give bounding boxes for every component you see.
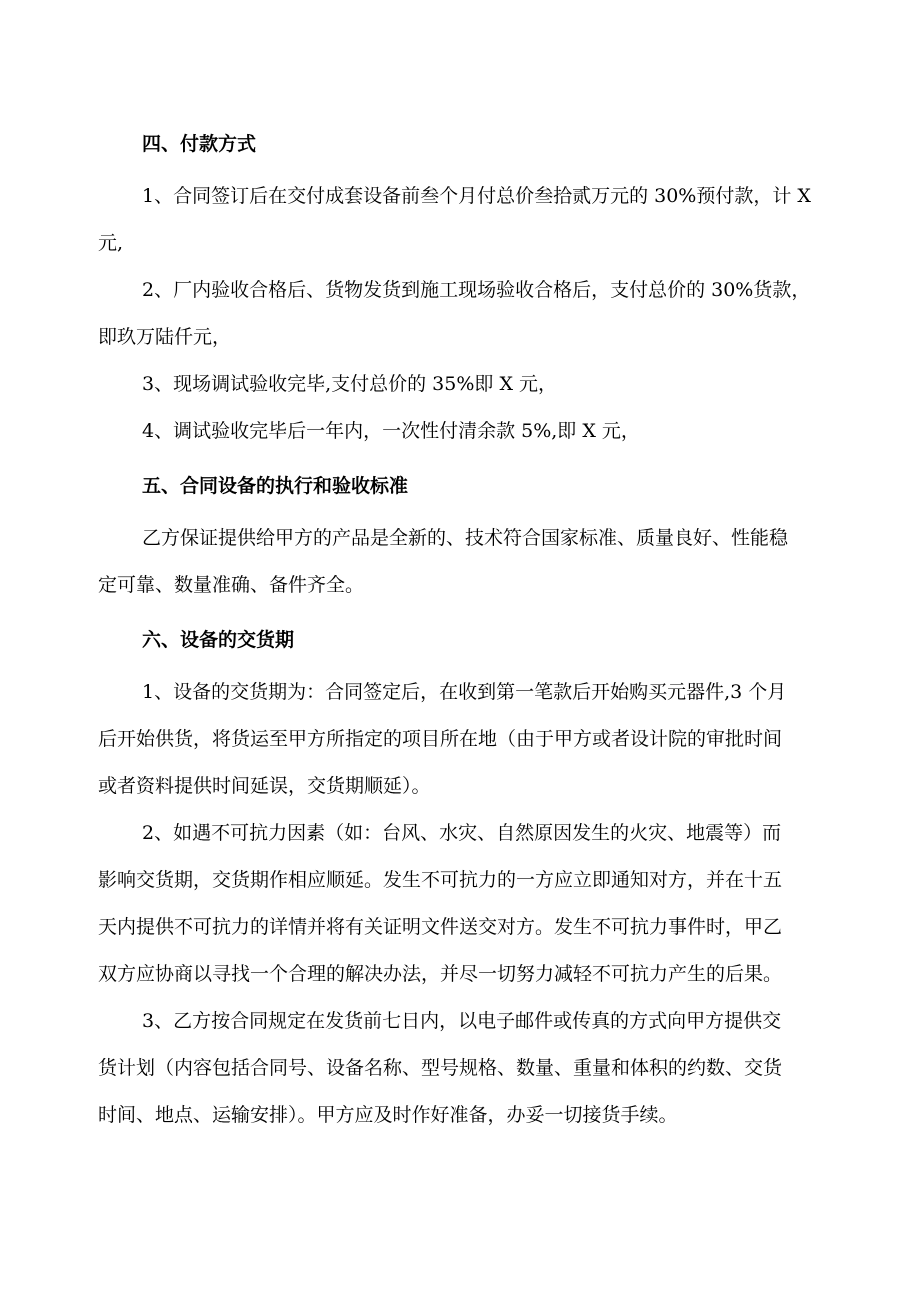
section-heading-delivery: 六、设备的交货期 [142,629,295,651]
delivery-clause-2-line-2: 影响交货期，交货期作相应顺延。发生不可抗力的一方应立即通知对方，并在十五 [98,869,783,891]
delivery-clause-1-line-1: 1、设备的交货期为：合同签定后，在收到第一笔款后开始购买元器件,3 个月 [142,681,787,703]
payment-clause-3: 3、现场调试验收完毕,支付总价的 35%即 X 元， [142,373,558,395]
delivery-clause-3-line-2: 货计划（内容包括合同号、设备名称、型号规格、数量、重量和体积的约数、交货 [98,1057,783,1079]
payment-clause-1-line-1: 1、合同签订后在交付成套设备前叁个月付总价叁拾贰万元的 30%预付款，计 X [142,185,811,207]
delivery-clause-2-line-4: 双方应协商以寻找一个合理的解决办法，并尽一切努力减轻不可抗力产生的后果。 [98,963,783,985]
acceptance-clause-line-1: 乙方保证提供给甲方的产品是全新的、技术符合国家标准、质量良好、性能稳 [142,527,789,549]
delivery-clause-1-line-3: 或者资料提供时间延误，交货期顺延）。 [98,775,431,797]
delivery-clause-3-line-3: 时间、地点、运输安排）。甲方应及时作好准备，办妥一切接货手续。 [98,1104,678,1126]
delivery-clause-3-line-1: 3、乙方按合同规定在发货前七日内，以电子邮件或传真的方式向甲方提供交 [142,1010,782,1032]
delivery-clause-1-line-2: 后开始供货，将货运至甲方所指定的项目所在地（由于甲方或者设计院的审批时间 [98,728,783,750]
acceptance-clause-line-2: 定可靠、数量准确、备件齐全。 [98,574,365,596]
section-heading-acceptance: 五、合同设备的执行和验收标准 [142,475,409,497]
payment-clause-4: 4、调试验收完毕后一年内，一次性付清余款 5%,即 X 元， [142,420,640,442]
section-heading-payment: 四、付款方式 [142,133,257,155]
payment-clause-1-line-2: 元, [98,232,124,254]
payment-clause-2-line-1: 2、厂内验收合格后、货物发货到施工现场验收合格后，支付总价的 30%货款， [142,279,811,301]
delivery-clause-2-line-1: 2、如遇不可抗力因素（如：台风、水灾、自然原因发生的火灾、地震等）而 [142,822,782,844]
delivery-clause-2-line-3: 天内提供不可抗力的详情并将有关证明文件送交对方。发生不可抗力事件时，甲乙 [98,916,783,938]
payment-clause-2-line-2: 即玖万陆仟元， [98,326,232,348]
